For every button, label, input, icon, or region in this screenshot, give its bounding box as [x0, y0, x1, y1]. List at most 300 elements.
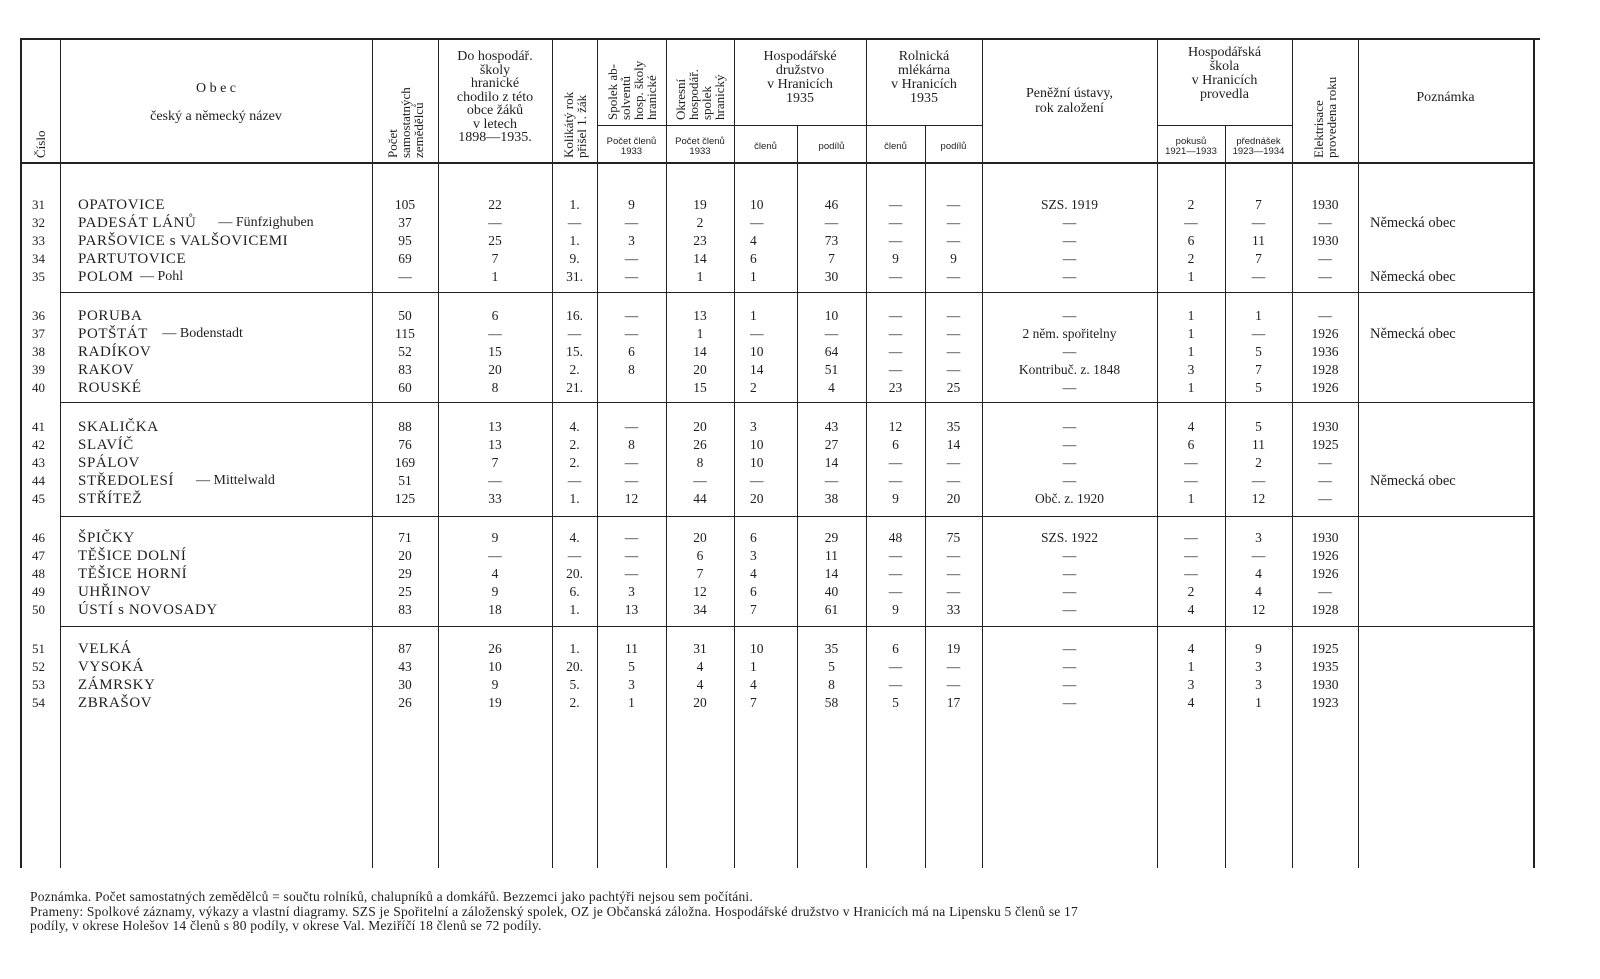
header-okresni-line: Okresní: [673, 78, 688, 120]
cell-ustav: —: [1062, 233, 1077, 248]
cell-ustav: —: [1062, 344, 1077, 359]
cell-zaku: 15: [488, 344, 502, 359]
village-name: ZÁMRSKY: [78, 677, 156, 693]
cell-dr-po: —: [824, 215, 839, 230]
cell-dr-po: 29: [824, 530, 839, 545]
cell-zaku: 1: [491, 269, 499, 284]
cell-ustav: —: [1062, 602, 1077, 617]
header-do-skoly-line: chodilo z této: [456, 89, 534, 105]
cell-ml-po: —: [946, 473, 961, 488]
cell-ml-po: —: [946, 344, 961, 359]
header-mlekarna-line: Rolnická: [898, 49, 950, 64]
cell-spolek: —: [624, 308, 639, 323]
header-prednasek: [1225, 137, 1292, 157]
village-name: OPATOVICE: [78, 197, 166, 213]
header-hosp-skola-line: Hospodářská: [1187, 45, 1262, 60]
cell-ustav: 2 něm. spořitelny: [1022, 326, 1117, 341]
cell-ml-po: —: [946, 584, 961, 599]
cell-ustav: Kontribuč. z. 1848: [1018, 362, 1121, 377]
cell-pocet: 60: [398, 380, 412, 395]
cell-ml-cl: —: [888, 269, 903, 284]
cell-elektr: 1926: [1311, 566, 1339, 581]
cell-elektr: —: [1318, 269, 1332, 284]
cell-zaku: 9: [491, 584, 499, 599]
cell-elektr: 1926: [1311, 326, 1339, 341]
header-hosp-skola-line: v Hranicích: [1191, 73, 1258, 88]
row-number: 51: [32, 641, 45, 656]
cell-ml-cl: 5: [892, 695, 899, 710]
group-rule: [60, 516, 1533, 517]
cell-ustav: —: [1062, 566, 1077, 581]
cell-ml-po: —: [946, 326, 961, 341]
cell-prednasek: 4: [1255, 584, 1262, 599]
cell-pocet: 83: [398, 362, 412, 377]
cell-pokusu: —: [1184, 473, 1198, 488]
cell-dr-cl: 1: [750, 269, 757, 284]
cell-elektr: —: [1318, 251, 1332, 266]
cell-ml-po: 20: [946, 491, 961, 506]
row-number: 52: [32, 659, 45, 674]
cell-okres: 2: [696, 215, 704, 230]
cell-okres: 15: [693, 380, 707, 395]
cell-dr-po: —: [824, 473, 839, 488]
header-elektrisace-line: provedena roku: [1324, 76, 1339, 158]
header-druzstvo-line: 1935: [786, 91, 814, 106]
cell-pocet: 43: [398, 659, 412, 674]
cell-rok: 21.: [566, 380, 583, 395]
cell-spolek: —: [624, 530, 639, 545]
header-pocet-line: zemědělců: [410, 102, 426, 158]
cell-rok: 2.: [569, 437, 580, 452]
cell-ustav: SZS. 1922: [1040, 530, 1098, 545]
cell-ml-cl: —: [888, 473, 903, 488]
header-pokusu-line: pokusů: [1175, 136, 1207, 147]
cell-okres: 4: [696, 677, 704, 692]
cell-elektr: 1930: [1311, 677, 1339, 692]
cell-spolek: 3: [628, 677, 635, 692]
cell-rok: —: [567, 326, 582, 341]
cell-elektr: —: [1318, 455, 1332, 470]
row-number: 34: [32, 251, 45, 266]
table-row: [0, 640, 1600, 658]
header-penezni-line: rok založení: [1035, 101, 1104, 116]
cell-ustav: Obč. z. 1920: [1035, 491, 1104, 506]
header-spolek-line: solventů: [617, 75, 633, 120]
cell-spolek: —: [624, 326, 639, 341]
table-row: [0, 547, 1600, 565]
cell-dr-cl: 3: [750, 419, 757, 434]
header-spolek-clenu-line: 1933: [620, 146, 643, 157]
cell-spolek: —: [624, 473, 639, 488]
cell-dr-po: 4: [828, 380, 835, 395]
cell-elektr: 1925: [1311, 437, 1339, 452]
cell-prednasek: 12: [1251, 602, 1266, 617]
cell-ml-cl: 6: [892, 641, 899, 656]
cell-zaku: 20: [488, 362, 502, 377]
cell-ml-cl: —: [888, 308, 903, 323]
cell-ustav: —: [1062, 473, 1077, 488]
cell-ml-po: 75: [946, 530, 961, 545]
cell-okres: 1: [696, 269, 704, 284]
cell-rok: 9.: [569, 251, 580, 266]
cell-dr-cl: 1: [750, 308, 757, 323]
cell-rok: 2.: [569, 455, 580, 470]
table-row: [0, 490, 1600, 508]
cell-dr-cl: 6: [750, 584, 757, 599]
header-kolikaty: [562, 92, 588, 158]
cell-okres: 13: [693, 308, 707, 323]
cell-dr-po: 14: [824, 455, 839, 470]
village-name: SKALIČKA: [78, 419, 159, 435]
cell-dr-cl: 4: [750, 677, 757, 692]
cell-pokusu: —: [1184, 455, 1198, 470]
row-number: 45: [32, 491, 45, 506]
cell-zaku: 13: [488, 437, 502, 452]
cell-pocet: 83: [398, 602, 412, 617]
cell-dr-po: 30: [824, 269, 839, 284]
village-name: PADESÁT LÁNŮ: [78, 215, 197, 231]
cell-rok: —: [567, 215, 582, 230]
village-name: RAKOV: [78, 362, 135, 378]
note-cell: Německá obec: [1370, 326, 1456, 342]
cell-dr-cl: 10: [750, 455, 764, 470]
header-pokusu: [1157, 137, 1225, 157]
cell-prednasek: 11: [1252, 437, 1265, 452]
cell-okres: 19: [693, 197, 707, 212]
header-druzstvo: [734, 50, 866, 106]
cell-spolek: —: [624, 548, 639, 563]
village-name: VYSOKÁ: [78, 659, 145, 675]
row-number: 53: [32, 677, 45, 692]
cell-ml-cl: —: [888, 215, 903, 230]
cell-dr-cl: 6: [750, 251, 757, 266]
cell-dr-po: 5: [828, 659, 835, 674]
cell-dr-cl: 20: [750, 491, 764, 506]
row-number: 46: [32, 530, 45, 545]
village-name: POLOM: [78, 269, 134, 285]
header-kolikaty-line: Kolikátý rok: [560, 91, 576, 158]
cell-prednasek: —: [1251, 548, 1266, 563]
header-hosp-skola-line: provedla: [1200, 87, 1249, 102]
cell-ml-cl: 12: [888, 419, 903, 434]
header-mlekarna-podilu-line: podílů: [940, 141, 967, 152]
cell-spolek: 5: [628, 659, 635, 674]
cell-spolek: 9: [628, 197, 635, 212]
village-name: STŘÍTEŽ: [78, 491, 143, 507]
cell-prednasek: 3: [1255, 659, 1262, 674]
cell-spolek: 3: [628, 233, 635, 248]
cell-pokusu: 4: [1187, 419, 1195, 434]
cell-ustav: —: [1062, 659, 1077, 674]
group-rule: [60, 292, 1533, 293]
note-cell: Německá obec: [1370, 269, 1456, 285]
cell-pocet: 25: [398, 584, 412, 599]
header-cislo-line: Číslo: [32, 130, 48, 158]
cell-dr-cl: 2: [750, 380, 757, 395]
header-hosp-skola-line: škola: [1209, 59, 1240, 74]
header-obec-sub-line: český a německý název: [150, 109, 282, 124]
cell-pokusu: 1: [1187, 326, 1195, 341]
cell-rok: 1.: [569, 491, 580, 506]
cell-elektr: —: [1318, 584, 1332, 599]
row-number: 43: [32, 455, 45, 470]
cell-ml-cl: —: [888, 566, 903, 581]
cell-dr-cl: 7: [750, 602, 757, 617]
cell-dr-cl: —: [750, 473, 764, 488]
cell-pocet: 88: [398, 419, 412, 434]
cell-ustav: —: [1062, 437, 1077, 452]
cell-rok: 2.: [569, 362, 580, 377]
cell-pocet: 20: [398, 548, 412, 563]
header-elektrisace: [1312, 77, 1338, 158]
header-poznamka-line: Poznámka: [1416, 90, 1475, 105]
row-number: 42: [32, 437, 45, 452]
cell-pocet: 125: [394, 491, 416, 506]
table-row: [0, 658, 1600, 676]
cell-ml-po: —: [946, 308, 961, 323]
cell-prednasek: 2: [1255, 455, 1262, 470]
cell-ml-po: —: [946, 659, 961, 674]
cell-pocet: 29: [398, 566, 412, 581]
table-row: [0, 214, 1600, 232]
village-name: STŘEDOLESÍ: [78, 473, 174, 489]
cell-zaku: 33: [488, 491, 502, 506]
cell-ml-cl: —: [888, 197, 903, 212]
footnote-1: Poznámka. Počet samostatných zemědělců = součtu rolníků, chalupníků a domkářů. Bezzemci jako pachtýři nejsou sem počítáni.: [30, 889, 753, 904]
row-number: 38: [32, 344, 45, 359]
cell-pokusu: 6: [1187, 437, 1195, 452]
cell-pocet: 169: [394, 455, 416, 470]
cell-elektr: —: [1318, 308, 1332, 323]
table-row: [0, 694, 1600, 712]
cell-ml-po: —: [946, 566, 961, 581]
cell-prednasek: 3: [1255, 530, 1262, 545]
cell-prednasek: 3: [1255, 677, 1262, 692]
village-name: ROUSKÉ: [78, 380, 142, 396]
header-prednasek-line: přednášek: [1236, 136, 1281, 147]
cell-okres: 4: [696, 659, 704, 674]
cell-zaku: 18: [488, 602, 502, 617]
table-row: [0, 565, 1600, 583]
table-row: [0, 418, 1600, 436]
table-row: [0, 307, 1600, 325]
row-number: 54: [32, 695, 45, 710]
cell-prednasek: —: [1251, 326, 1266, 341]
table-row: [0, 454, 1600, 472]
cell-elektr: 1936: [1311, 344, 1339, 359]
header-pocet: [386, 87, 425, 158]
header-prednasek-line: 1923—1934: [1232, 146, 1285, 157]
header-mlekarna-clenu-line: členů: [884, 141, 907, 152]
cell-spolek: 3: [628, 584, 635, 599]
cell-ml-cl: —: [888, 362, 903, 377]
cell-ml-po: —: [946, 215, 961, 230]
header-mlekarna-line: v Hranicích: [891, 77, 957, 92]
cell-ml-cl: 9: [892, 491, 899, 506]
cell-ml-cl: —: [888, 584, 903, 599]
cell-okres: 1: [696, 326, 704, 341]
cell-prednasek: 11: [1252, 233, 1265, 248]
cell-dr-cl: 10: [750, 641, 764, 656]
header-pocet-line: Počet: [384, 129, 400, 158]
cell-elektr: 1935: [1311, 659, 1339, 674]
cell-zaku: 9: [491, 530, 499, 545]
group-rule: [60, 626, 1533, 627]
header-spolek-line: hosp. školy: [630, 60, 646, 120]
cell-okres: —: [693, 473, 707, 488]
cell-zaku: 13: [488, 419, 502, 434]
cell-okres: 44: [693, 491, 707, 506]
cell-zaku: 22: [488, 197, 502, 212]
header-mlekarna-clenu: [866, 140, 925, 154]
village-name: TĚŠICE HORNÍ: [78, 566, 188, 582]
cell-dr-po: 35: [824, 641, 839, 656]
cell-spolek: 12: [624, 491, 639, 506]
header-penezni: [982, 86, 1157, 116]
header-obec-line: O b e c: [195, 81, 237, 96]
cell-ml-cl: 9: [892, 602, 899, 617]
cell-dr-po: 10: [824, 308, 839, 323]
cell-ml-po: —: [946, 362, 961, 377]
header-pokusu-line: 1921—1933: [1165, 146, 1217, 157]
header-okresni-line: spolek: [699, 86, 714, 120]
row-number: 39: [32, 362, 45, 377]
cell-ml-cl: 6: [892, 437, 899, 452]
cell-zaku: —: [488, 326, 502, 341]
row-number: 35: [32, 269, 45, 284]
cell-okres: 20: [693, 530, 707, 545]
cell-dr-cl: 3: [750, 548, 757, 563]
cell-dr-po: —: [824, 326, 839, 341]
cell-ml-po: —: [946, 455, 961, 470]
header-kolikaty-line: přišel 1. žák: [573, 94, 589, 158]
cell-okres: 20: [693, 362, 707, 377]
cell-rok: 20.: [566, 566, 583, 581]
cell-pocet: 26: [398, 695, 412, 710]
cell-pocet: 71: [398, 530, 412, 545]
header-druzstvo-line: družstvo: [775, 63, 825, 78]
row-number: 44: [32, 473, 45, 488]
cell-elektr: 1930: [1311, 233, 1339, 248]
cell-pokusu: 1: [1187, 344, 1195, 359]
header-spolek-clenu-line: Počet členů: [606, 136, 657, 147]
cell-pokusu: —: [1184, 215, 1198, 230]
cell-dr-cl: 6: [750, 530, 757, 545]
header-druzstvo-line: Hospodářské: [763, 49, 837, 64]
cell-spolek: —: [624, 269, 639, 284]
cell-elektr: 1926: [1311, 548, 1339, 563]
cell-prednasek: —: [1251, 473, 1266, 488]
cell-dr-po: 43: [824, 419, 839, 434]
cell-ustav: —: [1062, 695, 1077, 710]
cell-ustav: —: [1062, 641, 1077, 656]
cell-rok: 1.: [569, 197, 580, 212]
header-mlekarna-podilu: [925, 140, 982, 154]
cell-dr-cl: —: [750, 215, 764, 230]
cell-ustav: —: [1062, 419, 1077, 434]
cell-zaku: 8: [491, 380, 499, 395]
cell-pocet: 76: [398, 437, 412, 452]
cell-rok: 1.: [569, 641, 580, 656]
cell-dr-cl: 10: [750, 437, 764, 452]
cell-okres: 31: [693, 641, 707, 656]
row-number: 37: [32, 326, 45, 341]
table-row: [0, 379, 1600, 397]
cell-dr-po: 38: [824, 491, 839, 506]
cell-elektr: 1928: [1311, 362, 1339, 377]
cell-rok: 15.: [566, 344, 583, 359]
village-name: SPÁLOV: [78, 455, 140, 471]
cell-dr-po: 14: [824, 566, 839, 581]
cell-rok: 4.: [569, 419, 580, 434]
cell-dr-po: 73: [824, 233, 839, 248]
cell-pokusu: 2: [1187, 251, 1195, 266]
cell-pocet: 115: [395, 326, 415, 341]
cell-ml-cl: —: [888, 677, 903, 692]
cell-ml-po: 17: [946, 695, 961, 710]
cell-okres: 34: [693, 602, 707, 617]
cell-spolek: 1: [628, 695, 635, 710]
header-hosp-skola: [1157, 46, 1292, 102]
cell-ml-cl: —: [888, 455, 903, 470]
header-obec: [60, 82, 372, 96]
cell-ml-po: —: [946, 548, 961, 563]
cell-zaku: 25: [488, 233, 502, 248]
village-name: ÚSTÍ s NOVOSADY: [78, 602, 218, 618]
cell-ml-po: 25: [946, 380, 961, 395]
cell-prednasek: 7: [1255, 251, 1262, 266]
cell-prednasek: 1: [1255, 308, 1262, 323]
cell-pokusu: —: [1184, 566, 1198, 581]
row-number: 47: [32, 548, 45, 563]
table-row: [0, 361, 1600, 379]
cell-ustav: SZS. 1919: [1040, 197, 1098, 212]
cell-okres: 20: [693, 695, 707, 710]
cell-ml-cl: —: [888, 326, 903, 341]
cell-spolek: 13: [624, 602, 639, 617]
header-cislo: [34, 131, 47, 158]
cell-zaku: —: [488, 473, 502, 488]
cell-prednasek: 5: [1255, 344, 1262, 359]
cell-pokusu: 1: [1187, 491, 1195, 506]
cell-elektr: —: [1318, 473, 1332, 488]
cell-pokusu: 3: [1187, 362, 1195, 377]
cell-okres: 20: [693, 419, 707, 434]
cell-ml-po: 19: [946, 641, 961, 656]
cell-ustav: —: [1062, 215, 1077, 230]
header-do-skoly-line: hranické: [470, 76, 520, 91]
cell-pocet: 37: [398, 215, 412, 230]
top-rule: [20, 38, 1540, 40]
table-row: [0, 529, 1600, 547]
row-number: 48: [32, 566, 45, 581]
cell-zaku: 10: [488, 659, 502, 674]
cell-rok: 16.: [566, 308, 583, 323]
header-okresni-clenu: [666, 137, 734, 157]
cell-elektr: 1928: [1311, 602, 1339, 617]
cell-pokusu: 4: [1187, 695, 1195, 710]
cell-dr-po: 58: [824, 695, 839, 710]
cell-pokusu: 6: [1187, 233, 1195, 248]
header-spolek-clenu: [597, 137, 666, 157]
cell-elektr: 1926: [1311, 380, 1339, 395]
village-name: VELKÁ: [78, 641, 132, 657]
cell-prednasek: 5: [1255, 380, 1262, 395]
header-druzstvo-clenu-line: členů: [754, 141, 777, 152]
cell-prednasek: 12: [1251, 491, 1266, 506]
header-do-skoly-line: 1898—1935.: [458, 130, 532, 145]
cell-dr-cl: 14: [750, 362, 764, 377]
